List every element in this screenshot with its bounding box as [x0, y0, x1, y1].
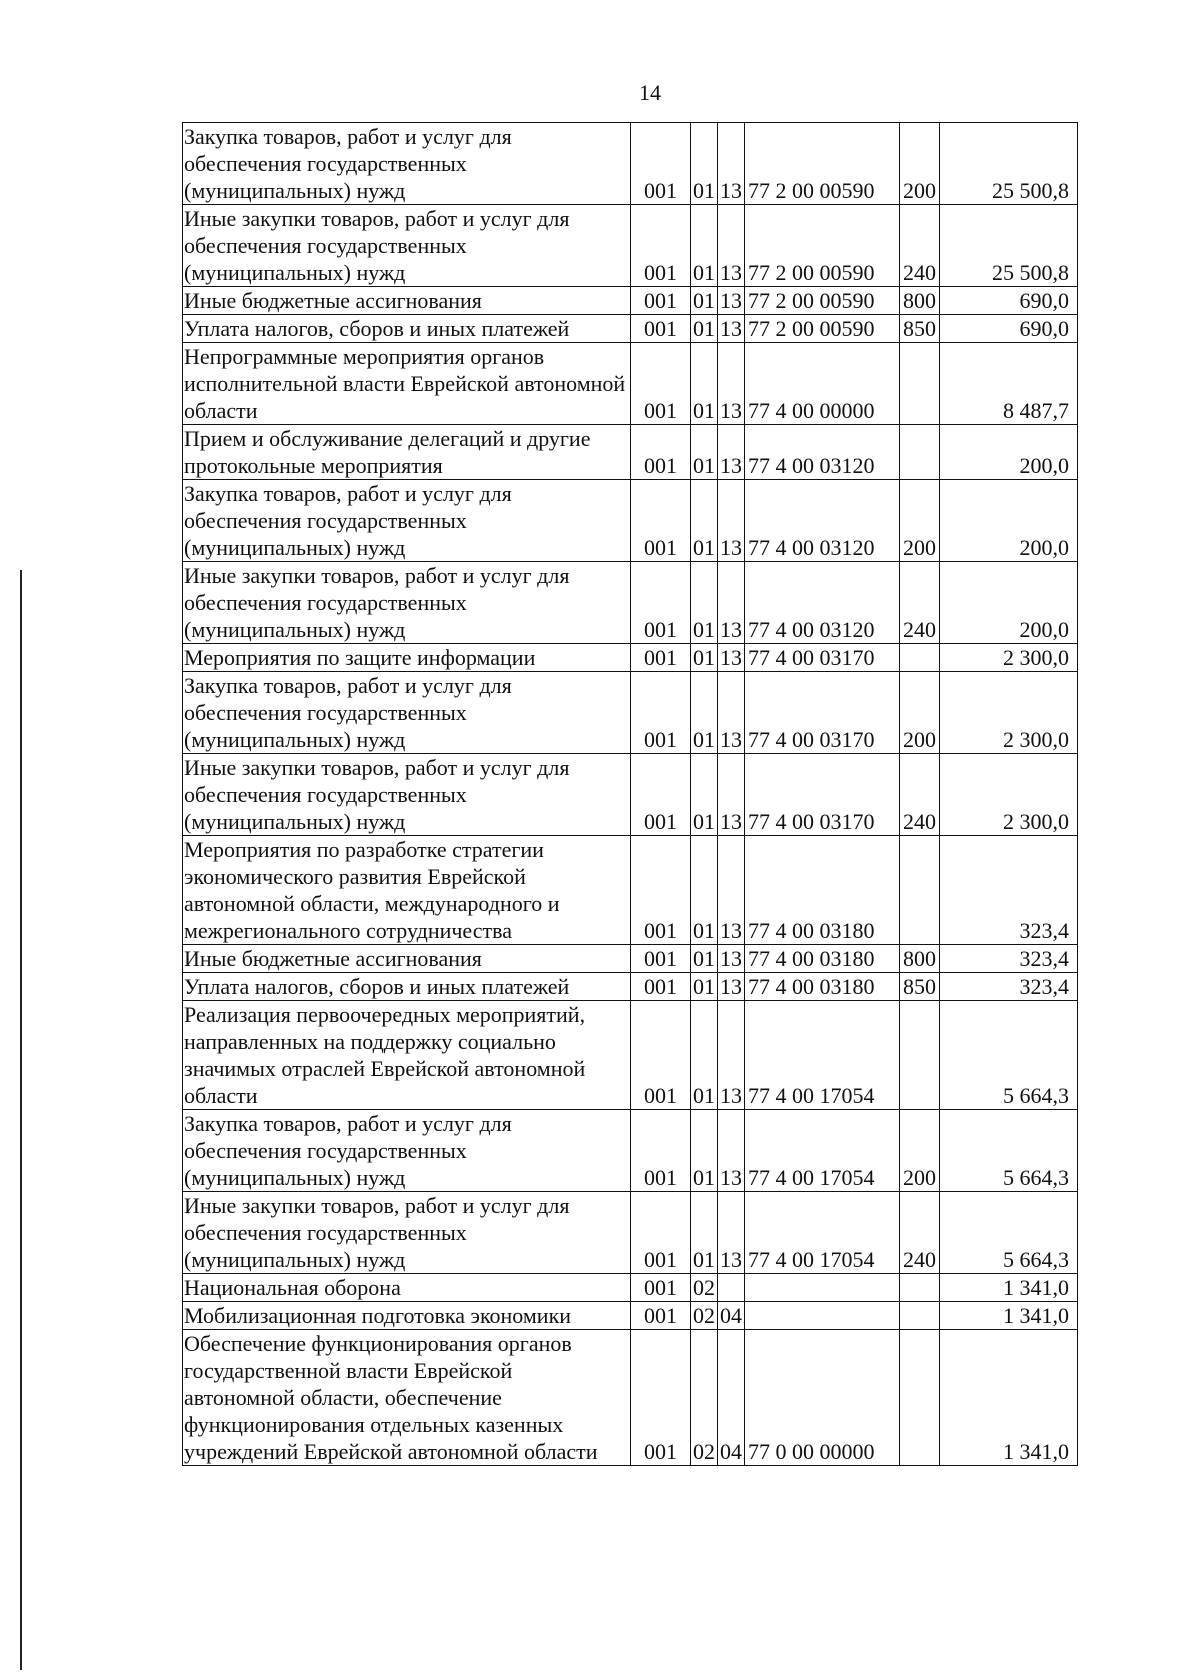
row-sum-cell: 1 341,0 — [940, 1302, 1078, 1330]
table-row — [183, 1274, 1078, 1302]
row-rz-cell: 02 — [691, 1302, 718, 1330]
row-csr-cell: 77 2 00 00590 — [745, 287, 900, 315]
row-vr-cell: 240 — [900, 205, 940, 287]
row-pr-cell: 13 — [718, 343, 745, 425]
row-sum-cell: 200,0 — [940, 425, 1078, 480]
row-rz-cell: 01 — [691, 123, 718, 205]
row-vr-cell — [900, 343, 940, 425]
row-name-cell: Закупка товаров, работ и услуг для обеспечения государственных (муниципальных) нужд — [183, 1110, 631, 1192]
row-pr-cell: 13 — [718, 945, 745, 973]
row-name-cell: Мероприятия по защите информации — [183, 644, 631, 672]
row-rz-cell: 01 — [691, 945, 718, 973]
row-rz-cell: 01 — [691, 425, 718, 480]
row-csr-cell — [745, 1302, 900, 1330]
row-csr-cell: 77 4 00 03180 — [745, 836, 900, 945]
row-rz-cell: 01 — [691, 672, 718, 754]
table-row — [183, 425, 1078, 480]
row-name-cell: Мобилизационная подготовка экономики — [183, 1302, 631, 1330]
row-name-cell: Иные бюджетные ассигнования — [183, 287, 631, 315]
budget-table-body — [183, 123, 1078, 1466]
row-ved-cell: 001 — [631, 562, 691, 644]
table-row — [183, 562, 1078, 644]
table-row — [183, 644, 1078, 672]
row-ved-cell: 001 — [631, 425, 691, 480]
row-name-cell: Уплата налогов, сборов и иных платежей — [183, 973, 631, 1001]
row-ved-cell: 001 — [631, 123, 691, 205]
table-row — [183, 836, 1078, 945]
row-sum-cell: 200,0 — [940, 562, 1078, 644]
row-vr-cell — [900, 836, 940, 945]
row-csr-cell — [745, 1274, 900, 1302]
row-csr-cell: 77 4 00 03120 — [745, 425, 900, 480]
row-pr-cell: 13 — [718, 287, 745, 315]
row-pr-cell: 13 — [718, 315, 745, 343]
table-row — [183, 343, 1078, 425]
row-ved-cell: 001 — [631, 1330, 691, 1466]
row-pr-cell: 13 — [718, 1110, 745, 1192]
row-name-cell: Иные бюджетные ассигнования — [183, 945, 631, 973]
row-pr-cell: 04 — [718, 1302, 745, 1330]
row-csr-cell: 77 4 00 17054 — [745, 1110, 900, 1192]
table-row — [183, 1302, 1078, 1330]
row-ved-cell: 001 — [631, 480, 691, 562]
row-rz-cell: 01 — [691, 1192, 718, 1274]
row-pr-cell: 13 — [718, 754, 745, 836]
table-row — [183, 973, 1078, 1001]
row-name-cell: Мероприятия по разработке стратегии экономического развития Еврейской автономной области, международного и межрегионального сотрудничества — [183, 836, 631, 945]
row-rz-cell: 01 — [691, 287, 718, 315]
row-ved-cell: 001 — [631, 315, 691, 343]
row-ved-cell: 001 — [631, 754, 691, 836]
row-sum-cell: 25 500,8 — [940, 123, 1078, 205]
row-sum-cell: 1 341,0 — [940, 1274, 1078, 1302]
row-sum-cell: 2 300,0 — [940, 754, 1078, 836]
row-csr-cell: 77 4 00 17054 — [745, 1001, 900, 1110]
row-vr-cell: 240 — [900, 562, 940, 644]
row-pr-cell: 13 — [718, 644, 745, 672]
row-sum-cell: 5 664,3 — [940, 1192, 1078, 1274]
row-ved-cell: 001 — [631, 836, 691, 945]
row-rz-cell: 02 — [691, 1274, 718, 1302]
row-ved-cell: 001 — [631, 672, 691, 754]
table-row — [183, 1001, 1078, 1110]
row-csr-cell: 77 4 00 03120 — [745, 480, 900, 562]
row-vr-cell — [900, 1302, 940, 1330]
row-pr-cell: 04 — [718, 1330, 745, 1466]
row-vr-cell — [900, 1330, 940, 1466]
row-sum-cell: 2 300,0 — [940, 644, 1078, 672]
row-vr-cell: 200 — [900, 1110, 940, 1192]
row-name-cell: Прием и обслуживание делегаций и другие протокольные мероприятия — [183, 425, 631, 480]
row-rz-cell: 02 — [691, 1330, 718, 1466]
row-sum-cell: 323,4 — [940, 836, 1078, 945]
row-rz-cell: 01 — [691, 644, 718, 672]
row-ved-cell: 001 — [631, 644, 691, 672]
row-vr-cell: 800 — [900, 287, 940, 315]
row-pr-cell: 13 — [718, 205, 745, 287]
row-rz-cell: 01 — [691, 205, 718, 287]
row-pr-cell: 13 — [718, 973, 745, 1001]
row-pr-cell: 13 — [718, 1192, 745, 1274]
table-row — [183, 1330, 1078, 1466]
row-csr-cell: 77 2 00 00590 — [745, 315, 900, 343]
row-rz-cell: 01 — [691, 480, 718, 562]
row-name-cell: Непрограммные мероприятия органов исполнительной власти Еврейской автономной области — [183, 343, 631, 425]
row-vr-cell: 850 — [900, 973, 940, 1001]
row-ved-cell: 001 — [631, 973, 691, 1001]
row-name-cell: Закупка товаров, работ и услуг для обеспечения государственных (муниципальных) нужд — [183, 123, 631, 205]
row-csr-cell: 77 4 00 03170 — [745, 672, 900, 754]
row-rz-cell: 01 — [691, 836, 718, 945]
row-rz-cell: 01 — [691, 754, 718, 836]
row-sum-cell: 5 664,3 — [940, 1110, 1078, 1192]
row-rz-cell: 01 — [691, 315, 718, 343]
row-ved-cell: 001 — [631, 1192, 691, 1274]
row-sum-cell: 323,4 — [940, 945, 1078, 973]
row-pr-cell: 13 — [718, 425, 745, 480]
row-sum-cell: 690,0 — [940, 315, 1078, 343]
row-name-cell: Иные закупки товаров, работ и услуг для обеспечения государственных (муниципальных) нужд — [183, 205, 631, 287]
row-ved-cell: 001 — [631, 945, 691, 973]
row-sum-cell: 8 487,7 — [940, 343, 1078, 425]
table-row — [183, 1192, 1078, 1274]
table-row — [183, 205, 1078, 287]
row-sum-cell: 690,0 — [940, 287, 1078, 315]
row-sum-cell: 2 300,0 — [940, 672, 1078, 754]
row-vr-cell: 800 — [900, 945, 940, 973]
row-rz-cell: 01 — [691, 343, 718, 425]
row-name-cell: Уплата налогов, сборов и иных платежей — [183, 315, 631, 343]
row-csr-cell: 77 4 00 03170 — [745, 644, 900, 672]
row-pr-cell: 13 — [718, 123, 745, 205]
row-name-cell: Закупка товаров, работ и услуг для обеспечения государственных (муниципальных) нужд — [183, 480, 631, 562]
row-ved-cell: 001 — [631, 343, 691, 425]
row-vr-cell — [900, 644, 940, 672]
row-name-cell: Иные закупки товаров, работ и услуг для обеспечения государственных (муниципальных) нужд — [183, 754, 631, 836]
row-ved-cell: 001 — [631, 1001, 691, 1110]
row-sum-cell: 323,4 — [940, 973, 1078, 1001]
row-csr-cell: 77 0 00 00000 — [745, 1330, 900, 1466]
row-name-cell: Обеспечение функционирования органов государственной власти Еврейской автономной области, обеспечение функционирования отдельных казенных учреждений Еврейской автономной области — [183, 1330, 631, 1466]
row-csr-cell: 77 4 00 03120 — [745, 562, 900, 644]
row-name-cell: Реализация первоочередных мероприятий, направленных на поддержку социально значимых отраслей Еврейской автономной области — [183, 1001, 631, 1110]
row-ved-cell: 001 — [631, 1302, 691, 1330]
page-number: 14 — [639, 80, 661, 105]
row-pr-cell — [718, 1274, 745, 1302]
row-ved-cell: 001 — [631, 205, 691, 287]
table-row — [183, 945, 1078, 973]
row-vr-cell: 200 — [900, 123, 940, 205]
row-vr-cell: 200 — [900, 480, 940, 562]
row-sum-cell: 200,0 — [940, 480, 1078, 562]
row-vr-cell: 850 — [900, 315, 940, 343]
row-sum-cell: 5 664,3 — [940, 1001, 1078, 1110]
row-csr-cell: 77 2 00 00590 — [745, 205, 900, 287]
table-row — [183, 287, 1078, 315]
row-sum-cell: 1 341,0 — [940, 1330, 1078, 1466]
scan-margin-line — [20, 570, 22, 1670]
row-name-cell: Национальная оборона — [183, 1274, 631, 1302]
row-csr-cell: 77 4 00 03180 — [745, 973, 900, 1001]
row-vr-cell: 200 — [900, 672, 940, 754]
row-vr-cell — [900, 1274, 940, 1302]
table-row — [183, 480, 1078, 562]
row-vr-cell — [900, 425, 940, 480]
row-rz-cell: 01 — [691, 1110, 718, 1192]
row-ved-cell: 001 — [631, 287, 691, 315]
row-pr-cell: 13 — [718, 480, 745, 562]
row-csr-cell: 77 4 00 17054 — [745, 1192, 900, 1274]
row-ved-cell: 001 — [631, 1274, 691, 1302]
row-rz-cell: 01 — [691, 562, 718, 644]
row-vr-cell: 240 — [900, 1192, 940, 1274]
table-row — [183, 672, 1078, 754]
row-pr-cell: 13 — [718, 672, 745, 754]
row-rz-cell: 01 — [691, 1001, 718, 1110]
row-name-cell: Иные закупки товаров, работ и услуг для обеспечения государственных (муниципальных) нужд — [183, 1192, 631, 1274]
table-row — [183, 315, 1078, 343]
row-ved-cell: 001 — [631, 1110, 691, 1192]
row-csr-cell: 77 4 00 03180 — [745, 945, 900, 973]
table-row — [183, 754, 1078, 836]
row-name-cell: Иные закупки товаров, работ и услуг для обеспечения государственных (муниципальных) нужд — [183, 562, 631, 644]
row-vr-cell: 240 — [900, 754, 940, 836]
row-sum-cell: 25 500,8 — [940, 205, 1078, 287]
row-pr-cell: 13 — [718, 836, 745, 945]
row-csr-cell: 77 4 00 03170 — [745, 754, 900, 836]
budget-table — [182, 122, 1078, 1466]
row-csr-cell: 77 2 00 00590 — [745, 123, 900, 205]
row-rz-cell: 01 — [691, 973, 718, 1001]
row-pr-cell: 13 — [718, 562, 745, 644]
table-row — [183, 1110, 1078, 1192]
row-vr-cell — [900, 1001, 940, 1110]
row-name-cell: Закупка товаров, работ и услуг для обеспечения государственных (муниципальных) нужд — [183, 672, 631, 754]
row-pr-cell: 13 — [718, 1001, 745, 1110]
table-row — [183, 123, 1078, 205]
row-csr-cell: 77 4 00 00000 — [745, 343, 900, 425]
